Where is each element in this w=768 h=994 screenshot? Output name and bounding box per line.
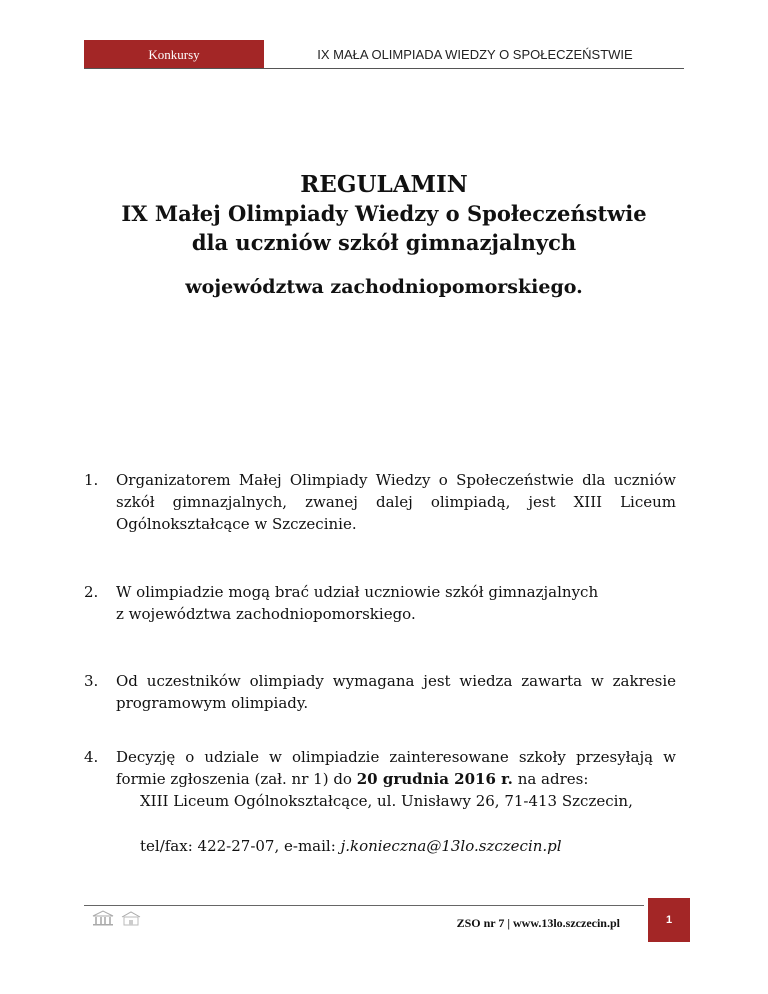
item-text-line-1: W olimpiadzie mogą brać udział uczniowie szkół gimnazjalnych	[116, 583, 599, 601]
contact-prefix: tel/fax: 422-27-07, e-mail:	[140, 837, 336, 855]
title-line-1: REGULAMIN	[300, 171, 468, 198]
deadline: 20 grudnia 2016 r.	[356, 770, 513, 788]
item-text-b: na adres:	[517, 770, 589, 788]
item-text	[116, 746, 676, 790]
footer-logos	[92, 910, 142, 926]
list-item	[84, 581, 676, 625]
building-icon	[92, 910, 114, 926]
header-tab-label: Konkursy	[148, 46, 200, 62]
header-title: IX MAŁA OLIMPIADA WIEDZY O SPOŁECZEŃSTWIE	[317, 47, 633, 62]
list-item	[84, 746, 676, 812]
item-number: 1.	[84, 471, 99, 489]
item-number: 4.	[84, 748, 99, 766]
email-link[interactable]: j.konieczna@13lo.szczecin.pl	[340, 837, 562, 855]
school-icon	[120, 910, 142, 926]
address: XIII Liceum Ogólnokształcące, ul. Unisławy 26, 71-413 Szczecin,	[140, 792, 633, 810]
list-item	[84, 469, 676, 535]
header-rule	[84, 68, 684, 69]
item-number: 3.	[84, 672, 99, 690]
title-line-4: województwa zachodniopomorskiego.	[185, 276, 583, 298]
item-number: 2.	[84, 583, 99, 601]
header-tab	[84, 40, 264, 69]
title-line-2: IX Małej Olimpiady Wiedzy o Społeczeństwie	[121, 201, 647, 226]
item-text: Organizatorem Małej Olimpiady Wiedzy o Społeczeństwie dla uczniów szkół gimnazjalnych, zwanej dalej olimpiadą, jest XIII Liceum Ogólnokształcące w Szczecinie.	[116, 471, 676, 533]
contact-line	[140, 837, 562, 855]
item-text-line-2: z województwa zachodniopomorskiego.	[116, 605, 416, 623]
footer-text: ZSO nr 7 | www.13lo.szczecin.pl	[456, 916, 620, 930]
title-line-3: dla uczniów szkół gimnazjalnych	[191, 230, 577, 255]
page-number: 1	[648, 898, 690, 942]
item-text-a: Decyzję o udziale w olimpiadzie zainteresowane szkoły przesyłają w formie zgłoszenia (zał. nr 1) do	[116, 748, 676, 788]
document-title	[84, 170, 684, 257]
list-item	[84, 670, 676, 714]
item-text: Od uczestników olimpiady wymagana jest wiedza zawarta w zakresie programowym olimpiady.	[116, 672, 676, 712]
footer-rule	[84, 905, 644, 906]
